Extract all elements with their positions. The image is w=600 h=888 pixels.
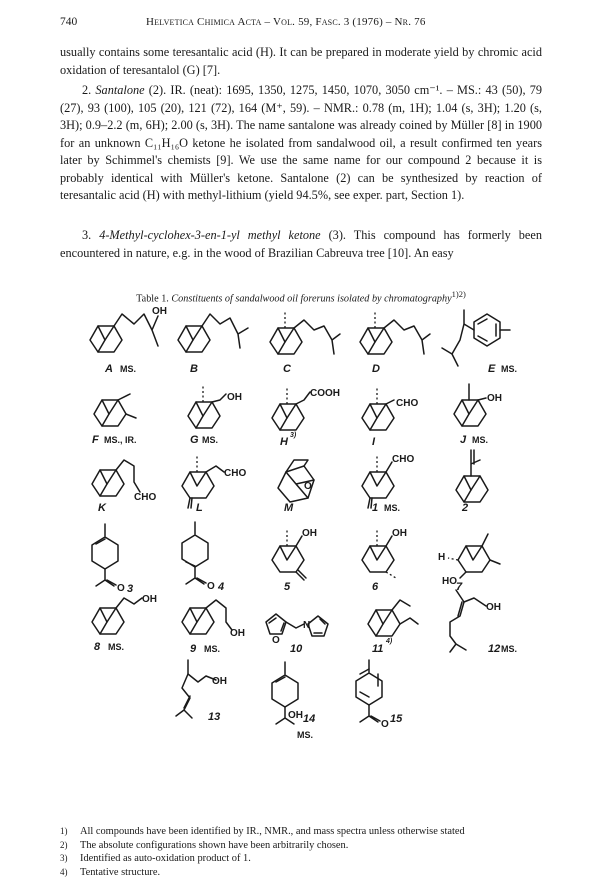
compound-name-3: 4-Methyl-cyclohex-3-en-1-yl methyl ketone xyxy=(99,228,321,242)
atom-oh: OH xyxy=(142,594,157,605)
atom-cho: CHO xyxy=(134,492,157,503)
note-A: MS. xyxy=(120,364,137,374)
atom-o: O xyxy=(381,719,389,730)
note-G: MS. xyxy=(202,435,219,445)
label-3: 3 xyxy=(127,583,134,595)
table-caption: Table 1. Constituents of sandalwood oil foreruns isolated by chromatography$^{1)2)}$ xyxy=(136,289,466,305)
structure-9 xyxy=(182,600,245,639)
label-B: B xyxy=(190,363,198,375)
structure-L xyxy=(182,456,246,508)
structure-E xyxy=(442,310,510,366)
atom-oh: OH xyxy=(486,602,501,613)
label-7: 7 xyxy=(456,581,463,593)
footnote-1: 1) All compounds have been identified by IR., NMR., and mass spectra unless otherwise stated xyxy=(60,826,465,837)
atom-oh: OH xyxy=(152,306,167,317)
structure-10 xyxy=(266,614,328,646)
structure-J xyxy=(454,384,502,426)
structure-1 xyxy=(362,454,414,508)
atom-cho: CHO xyxy=(224,468,247,479)
footnote-2: 2) The absolute configurations shown have been arbitrarily chosen. xyxy=(60,839,349,851)
label-L: L xyxy=(196,502,203,514)
note-9: MS. xyxy=(204,644,221,654)
atom-o: O xyxy=(117,583,125,594)
label-5: 5 xyxy=(284,581,291,593)
journal-citation: Helvetica Chimica Acta – Vol. 59, Fasc. 3 (1976) – Nr. 76 xyxy=(146,16,426,28)
superscript-11: 4) xyxy=(386,638,393,645)
structure-3 xyxy=(92,524,125,594)
atom-ho: HO xyxy=(442,576,457,587)
paragraph-2: 2. Santalone (2). IR. (neat): 1695, 1350, 1275, 1450, 1070, 3050 cm⁻¹. – MS.: 43 (50), 79 (27), 93 (100), 105 (20), 121 (72), 164 (M⁺, 59). – NMR.: 0.78 (m, 1H); 1.04 (s, 3H); 1.20 (s, 3H); 0.9–2.2 (m, 6H); 2.00 (s, 3H). The name santalone was already coined by Müller [8] in 1900 for an unknown C₁₁H₁₆O ketone he isolated from sandalwood oil, a result confirmed ten years later by Schimmel's chemists [9]. We use the same name for our compound 2 because it is probably identical with Müller's ketone. Santalone (2) can be synthesized by reaction of teresantalic acid (H) with methyl-lithium (yield 94.5%, see exper. part, Section 1). xyxy=(60,83,542,202)
note-12: MS. xyxy=(501,644,518,654)
atom-cho: CHO xyxy=(396,398,419,409)
structure-7 xyxy=(438,534,500,587)
atom-oh: OH xyxy=(230,628,245,639)
structure-6 xyxy=(362,528,407,578)
label-K: K xyxy=(98,502,106,514)
structure-2 xyxy=(456,450,488,502)
atom-o: O xyxy=(207,581,215,592)
footnote-3: 3) Identified as auto-oxidation product of 1. xyxy=(60,853,251,865)
note-E: MS. xyxy=(501,364,518,374)
paragraph-1: usually contains some teresantalic acid (H). It can be prepared in moderate yield by chromic acid oxidation of teresantalol (G) [7]. xyxy=(60,45,542,77)
structure-H xyxy=(272,388,340,430)
structure-14 xyxy=(272,662,303,724)
label-A: A xyxy=(105,363,113,375)
paragraph-3: 3. 4-Methyl-cyclohex-3-en-1-yl methyl ketone (3). This compound has formerly been encountered in nature, e.g. in the wood of Brazilian Cabreuva tree [10]. An easy xyxy=(60,228,542,260)
atom-cooh: COOH xyxy=(310,388,340,399)
label-1: 1 xyxy=(372,502,379,514)
label-C: C xyxy=(283,363,291,375)
note-1: MS. xyxy=(384,503,401,513)
structure-F xyxy=(94,394,136,426)
atom-oh: OH xyxy=(392,528,407,539)
atom-o: O xyxy=(272,635,280,646)
label-11: 11 xyxy=(372,643,384,655)
atom-n: N xyxy=(303,620,311,631)
structure-M xyxy=(278,460,314,502)
label-6: 6 xyxy=(372,581,379,593)
label-D: D xyxy=(372,363,380,375)
note-F: MS., IR. xyxy=(104,435,137,445)
atom-oh: OH xyxy=(487,393,502,404)
label-8: 8 xyxy=(94,641,101,653)
note-J: MS. xyxy=(472,435,489,445)
label-13: 13 xyxy=(208,711,221,723)
label-2: 2 xyxy=(462,502,469,514)
label-14: 14 xyxy=(303,713,316,725)
atom-oh: OH xyxy=(227,392,242,403)
atom-cho: CHO xyxy=(392,454,415,465)
label-J: J xyxy=(460,434,467,446)
label-I: I xyxy=(372,436,376,448)
note-8: MS. xyxy=(108,642,125,652)
label-E: E xyxy=(488,363,496,375)
structure-I xyxy=(362,388,418,430)
structure-C xyxy=(270,310,340,354)
structure-8 xyxy=(92,594,157,634)
structure-A xyxy=(90,306,167,352)
superscript-H: 3) xyxy=(290,432,297,439)
footnote-4: 4) Tentative structure. xyxy=(60,866,161,878)
structure-5 xyxy=(272,528,317,580)
structure-13 xyxy=(176,660,227,718)
structure-B xyxy=(178,314,248,352)
structure-4 xyxy=(182,522,215,592)
structure-G xyxy=(188,386,242,428)
structure-D xyxy=(360,310,430,354)
page-number: 740 xyxy=(60,16,78,28)
label-M: M xyxy=(284,502,294,514)
label-G: G xyxy=(190,434,199,446)
label-12: 12 xyxy=(488,643,501,655)
structure-11 xyxy=(368,600,418,636)
label-H: H xyxy=(280,436,288,448)
label-9: 9 xyxy=(190,643,197,655)
label-4: 4 xyxy=(218,581,225,593)
atom-oh: OH xyxy=(288,710,303,721)
note-14: MS. xyxy=(297,730,314,740)
atom-h: H xyxy=(438,552,446,563)
atom-oh: OH xyxy=(302,528,317,539)
label-15: 15 xyxy=(390,713,403,725)
label-10: 10 xyxy=(290,643,303,655)
structure-K xyxy=(92,460,156,503)
atom-oh: OH xyxy=(212,676,227,687)
compound-name-santalone: Santalone xyxy=(95,83,145,97)
label-F: F xyxy=(92,434,99,446)
atom-o: O xyxy=(304,481,312,492)
footnotes xyxy=(60,825,542,879)
structure-15 xyxy=(356,660,389,730)
